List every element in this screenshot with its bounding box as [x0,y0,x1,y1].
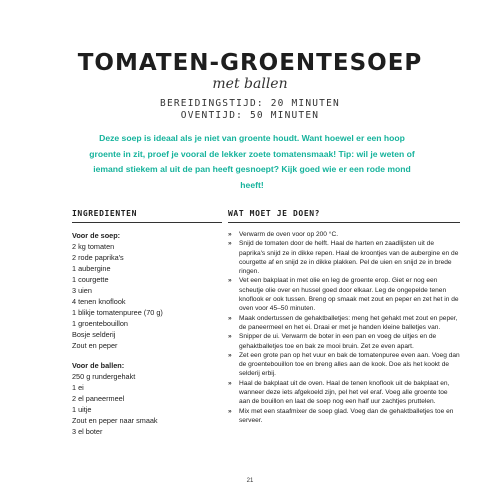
list-item: 1 uitje [72,405,92,414]
balls-subheading: Voor de ballen: [72,361,125,370]
list-item: Bosje selderij [72,330,116,339]
intro-text: Deze soep is ideaal als je niet van groente houdt. Want hoewel er een hoop groente in zit, proef je vooral de lekker zoete tomatensmaak! Tip: wil je weten of iemand stiekem al uit de pan heeft gesnoept? Kijk goed wie er een rode mond heeft! [89,133,415,190]
method-step: » Verwarm de oven voor op 200 °C. [228,230,460,239]
method-step: » Mix met een staafmixer de soep glad. Voeg dan de gehaktballetjes toe en serveer. [228,407,460,426]
method-step: » Haal de bakplaat uit de oven. Haal de tenen knoflook uit de bakplaat en, wanneer deze iets afgekoeld zijn, pel het vel eraf. Voeg alle groente toe aan de bouillon en laat de soep nog een half uur zachtjes pruttelen. [228,379,460,407]
list-item: 3 el boter [72,427,103,436]
list-item: 2 el paneermeel [72,394,125,403]
ingredients-heading: INGREDIENTEN [72,209,222,223]
list-item: 1 ei [72,383,84,392]
oven-time: OVENTIJD: 50 MINUTEN [180,110,320,121]
method-step: » Maak ondertussen de gehaktballetjes: meng het gehakt met zout en peper, de paneermeel en het ei. Draai er met je handen kleine balletjes van. [228,314,460,333]
list-item: 1 courgette [72,275,109,284]
list-item: 2 rode paprika's [72,253,124,262]
method-step: » Snijd de tomaten door de helft. Haal de harten en zaadlijsten uit de paprika's snijd ze in dikke repen. Haal de kroontjes van de aubergine en de courgette af en snijd ze in dikke plakken. Pel de uien en snijd ze in brede ringen. [228,239,460,276]
list-item: Zout en peper naar smaak [72,416,158,425]
method-step: » Vet een bakplaat in met olie en leg de groente erop. Giet er nog een scheutje olie over en hussel goed door elkaar. Leg de ongepelde tenen knoflook er ook tussen. Breng op smaak met zout en peper en zet het in de oven voor 45–50 minuten. [228,276,460,313]
list-item: 1 blikje tomatenpuree (70 g) [72,308,163,317]
recipe-times [0,98,500,122]
method-step-list [228,230,460,425]
list-item: 4 tenen knoflook [72,297,126,306]
list-item: 250 g rundergehakt [72,372,136,381]
method-step: » Snipper de ui. Verwarm de boter in een pan en voeg de uitjes en de gehaktballetjes toe en bak ze mooi bruin. Zet ze even apart. [228,332,460,351]
list-item: 1 groentebouillon [72,319,128,328]
list-item: 2 kg tomaten [72,242,115,251]
recipe-subtitle: met ballen [212,76,288,92]
list-item: Zout en peper [72,341,118,350]
ingredients-column [72,209,222,437]
recipe-title: TOMATEN-GROENTESOEP [77,50,423,76]
balls-ingredient-list [72,371,222,437]
list-item: 3 uien [72,286,92,295]
method-step: » Zet een grote pan op het vuur en bak de tomatenpuree even aan. Voeg dan de groentebouillon toe en breng alles aan de kook. Doe als het kookt de selderij erbij. [228,351,460,379]
soup-ingredient-list [72,241,222,351]
method-column [228,209,460,425]
page-number: 21 [246,478,254,484]
method-heading: WAT MOET JE DOEN? [228,209,460,223]
prep-time: BEREIDINGSTIJD: 20 MINUTEN [160,98,340,109]
soup-subheading: Voor de soep: [72,231,121,240]
list-item: 1 aubergine [72,264,111,273]
